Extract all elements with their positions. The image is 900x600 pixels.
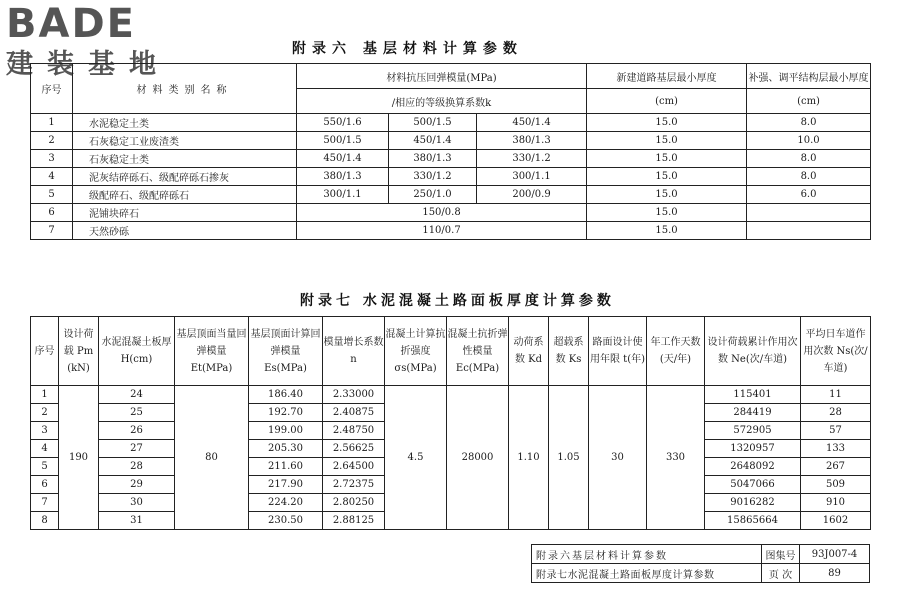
cell-m2: 500/1.5 xyxy=(389,114,477,132)
cell-h: 30 xyxy=(99,494,175,512)
cell-repair: 8.0 xyxy=(747,168,871,186)
cell-kd-merged: 1.10 xyxy=(509,386,549,530)
cell-ne: 115401 xyxy=(705,386,801,404)
cell-no: 5 xyxy=(31,186,73,204)
cell-ns: 57 xyxy=(801,422,871,440)
cell-name: 石灰稳定土类 xyxy=(73,150,297,168)
cell-name: 泥灰结碎砾石、级配碎砾石掺灰 xyxy=(73,168,297,186)
cell-n: 2.33000 xyxy=(323,386,385,404)
cell-ne: 1320957 xyxy=(705,440,801,458)
cell-ne: 2648092 xyxy=(705,458,801,476)
cell-m2: 380/1.3 xyxy=(389,150,477,168)
cell-h: 29 xyxy=(99,476,175,494)
cell-ks-merged: 1.05 xyxy=(549,386,589,530)
table-row xyxy=(31,204,871,222)
cell-no: 1 xyxy=(31,386,59,404)
cell-no: 3 xyxy=(31,150,73,168)
cell-new: 15.0 xyxy=(587,132,747,150)
header-design-life: 路面设计使用年限 t(年) xyxy=(589,317,647,386)
cell-no: 1 xyxy=(31,114,73,132)
cell-m1: 500/1.5 xyxy=(297,132,389,150)
cell-m2: 250/1.0 xyxy=(389,186,477,204)
header-material-name: 材料类别名称 xyxy=(73,64,297,114)
cell-load-merged: 190 xyxy=(59,386,99,530)
atlas-number: 93J007-4 xyxy=(800,545,870,564)
cell-m2: 450/1.4 xyxy=(389,132,477,150)
cell-ne: 284419 xyxy=(705,404,801,422)
cell-n: 2.88125 xyxy=(323,512,385,530)
cell-ne: 572905 xyxy=(705,422,801,440)
cell-n: 2.56625 xyxy=(323,440,385,458)
cell-ns: 910 xyxy=(801,494,871,512)
cell-h: 24 xyxy=(99,386,175,404)
cell-ns: 509 xyxy=(801,476,871,494)
cell-es: 217.90 xyxy=(249,476,323,494)
header-base-top-calc: 基层顶面计算回弹模量 Es(MPa) xyxy=(249,317,323,386)
cell-no: 2 xyxy=(31,132,73,150)
cell-new: 15.0 xyxy=(587,204,747,222)
cell-no: 2 xyxy=(31,404,59,422)
cell-m3: 200/0.9 xyxy=(477,186,587,204)
page-label: 页 次 xyxy=(762,564,800,583)
cell-repair xyxy=(747,222,871,240)
header-daily: 平均日车道作用次数 Ns(次/车道) xyxy=(801,317,871,386)
cell-ns: 267 xyxy=(801,458,871,476)
cell-equiv-merged: 80 xyxy=(175,386,249,530)
logo-word: BADE xyxy=(6,1,136,47)
logo-chinese: 建装基地 xyxy=(6,49,170,80)
cell-es: 224.20 xyxy=(249,494,323,512)
cell-es: 211.60 xyxy=(249,458,323,476)
header-work-days: 年工作天数 (天/年) xyxy=(647,317,705,386)
cell-no: 8 xyxy=(31,512,59,530)
cell-repair xyxy=(747,204,871,222)
header-overload-factor: 超载系数 Ks xyxy=(549,317,589,386)
header-modulus-factor: 模量增长系数 n xyxy=(323,317,385,386)
header-flexural-modulus: 混凝土抗折弹性模量 Ec(MPa) xyxy=(447,317,509,386)
cell-name: 天然砂砾 xyxy=(73,222,297,240)
cell-name: 石灰稳定工业废渣类 xyxy=(73,132,297,150)
header-load: 设计荷载 Pm (kN) xyxy=(59,317,99,386)
cell-new: 15.0 xyxy=(587,114,747,132)
table-row xyxy=(31,186,871,204)
cell-repair: 8.0 xyxy=(747,150,871,168)
cell-n: 2.48750 xyxy=(323,422,385,440)
cell-name: 水泥稳定土类 xyxy=(73,114,297,132)
header-seq: 序号 xyxy=(31,64,73,114)
cell-no: 4 xyxy=(31,168,73,186)
cell-days-merged: 330 xyxy=(647,386,705,530)
cell-modulus-merged: 110/0.7 xyxy=(297,222,587,240)
table-row xyxy=(31,150,871,168)
cell-no: 7 xyxy=(31,494,59,512)
appendix6-table xyxy=(30,63,871,240)
appendix6-title: 附录六 基层材料计算参数 xyxy=(292,41,523,57)
cell-ns: 28 xyxy=(801,404,871,422)
cell-m3: 300/1.1 xyxy=(477,168,587,186)
appendix7-table xyxy=(30,316,871,530)
cell-m1: 380/1.3 xyxy=(297,168,389,186)
cell-n: 2.80250 xyxy=(323,494,385,512)
cell-ne: 9016282 xyxy=(705,494,801,512)
table-row xyxy=(31,132,871,150)
cell-m3: 380/1.3 xyxy=(477,132,587,150)
cell-strength-merged: 4.5 xyxy=(385,386,447,530)
header-seq: 序号 xyxy=(31,317,59,386)
cell-es: 230.50 xyxy=(249,512,323,530)
cell-no: 6 xyxy=(31,476,59,494)
header-repair-unit: (cm) xyxy=(747,89,871,114)
cell-no: 4 xyxy=(31,440,59,458)
cell-ec-merged: 28000 xyxy=(447,386,509,530)
cell-m1: 550/1.6 xyxy=(297,114,389,132)
cell-life-merged: 30 xyxy=(589,386,647,530)
cell-name: 泥铺块碎石 xyxy=(73,204,297,222)
cell-n: 2.64500 xyxy=(323,458,385,476)
cell-new: 15.0 xyxy=(587,186,747,204)
cell-ne: 15865664 xyxy=(705,512,801,530)
cell-repair: 10.0 xyxy=(747,132,871,150)
cell-m1: 300/1.1 xyxy=(297,186,389,204)
table-row xyxy=(31,114,871,132)
cell-new: 15.0 xyxy=(587,168,747,186)
page-number: 89 xyxy=(800,564,870,583)
cell-h: 26 xyxy=(99,422,175,440)
cell-m1: 450/1.4 xyxy=(297,150,389,168)
cell-repair: 6.0 xyxy=(747,186,871,204)
appendix7-title: 附录七 水泥混凝土路面板厚度计算参数 xyxy=(300,293,615,309)
cell-no: 5 xyxy=(31,458,59,476)
cell-no: 7 xyxy=(31,222,73,240)
cell-m2: 330/1.2 xyxy=(389,168,477,186)
title-block-line2: 附录七水泥混凝土路面板厚度计算参数 xyxy=(532,564,762,583)
header-repair-thickness: 补强、调平结构层最小厚度 xyxy=(747,64,871,89)
cell-h: 31 xyxy=(99,512,175,530)
cell-ns: 133 xyxy=(801,440,871,458)
cell-es: 186.40 xyxy=(249,386,323,404)
cell-repair: 8.0 xyxy=(747,114,871,132)
table-row xyxy=(31,222,871,240)
header-base-top-equiv: 基层顶面当量回弹模量 Et(MPa) xyxy=(175,317,249,386)
header-new-unit: (cm) xyxy=(587,89,747,114)
cell-name: 级配碎石、级配碎砾石 xyxy=(73,186,297,204)
cell-ns: 11 xyxy=(801,386,871,404)
cell-no: 6 xyxy=(31,204,73,222)
cell-modulus-merged: 150/0.8 xyxy=(297,204,587,222)
title-block-line1: 附录六基层材料计算参数 xyxy=(532,545,762,564)
atlas-label: 图集号 xyxy=(762,545,800,564)
cell-no: 3 xyxy=(31,422,59,440)
header-cumulative: 设计荷载累计作用次数 Ne(次/车道) xyxy=(705,317,801,386)
header-modulus-line1: 材料抗压回弹模量(MPa) xyxy=(297,64,587,89)
cell-h: 27 xyxy=(99,440,175,458)
cell-h: 28 xyxy=(99,458,175,476)
cell-new: 15.0 xyxy=(587,222,747,240)
header-modulus-line2: /相应的等级换算系数k xyxy=(297,89,587,114)
cell-ne: 5047066 xyxy=(705,476,801,494)
cell-ns: 1602 xyxy=(801,512,871,530)
table-row xyxy=(31,386,871,404)
cell-es: 192.70 xyxy=(249,404,323,422)
title-block xyxy=(531,544,870,583)
cell-n: 2.72375 xyxy=(323,476,385,494)
header-dynamic-factor: 动荷系数 Kd xyxy=(509,317,549,386)
cell-m3: 330/1.2 xyxy=(477,150,587,168)
cell-es: 199.00 xyxy=(249,422,323,440)
cell-m3: 450/1.4 xyxy=(477,114,587,132)
cell-es: 205.30 xyxy=(249,440,323,458)
header-thickness: 水泥混凝土板厚 H(cm) xyxy=(99,317,175,386)
cell-new: 15.0 xyxy=(587,150,747,168)
header-new-thickness: 新建道路基层最小厚度 xyxy=(587,64,747,89)
table-row xyxy=(31,168,871,186)
header-flexural-strength: 混凝土计算抗折强度 σs(MPa) xyxy=(385,317,447,386)
cell-n: 2.40875 xyxy=(323,404,385,422)
cell-h: 25 xyxy=(99,404,175,422)
